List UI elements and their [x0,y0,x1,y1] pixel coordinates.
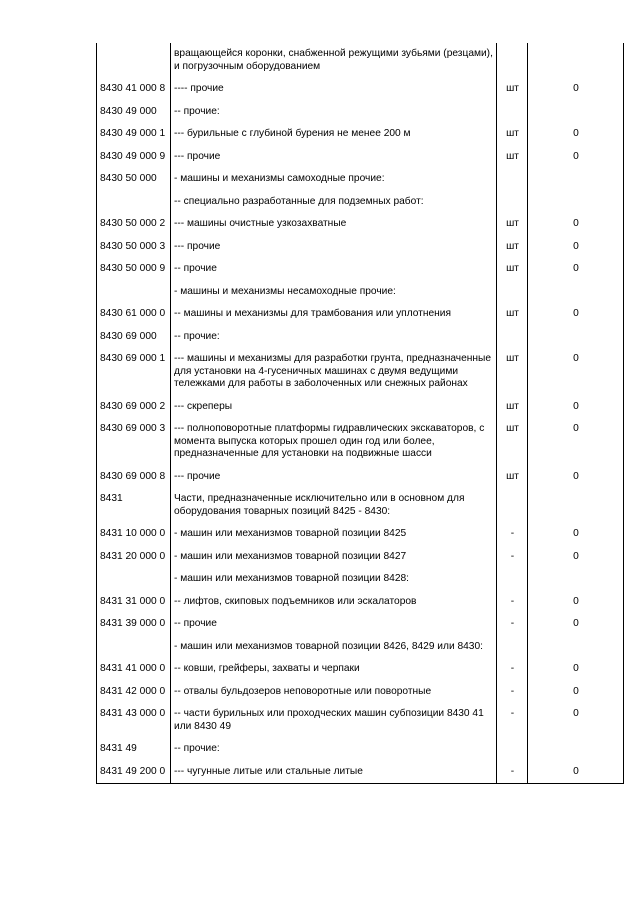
code-cell: 8430 69 000 1 [97,348,171,396]
unit-cell: шт [497,123,528,146]
description-cell: --- машины очистные узкозахватные [171,213,497,236]
unit-cell [497,101,528,124]
table-row [97,681,624,704]
unit-cell: шт [497,146,528,169]
description-cell: --- прочие [171,236,497,259]
code-cell: 8431 49 [97,738,171,761]
table-row [97,523,624,546]
code-cell: 8430 49 000 9 [97,146,171,169]
table-row [97,258,624,281]
code-cell [97,636,171,659]
duty-rate-cell [528,326,624,349]
table-row [97,191,624,214]
code-cell: 8431 10 000 0 [97,523,171,546]
unit-cell [497,326,528,349]
table-row [97,418,624,466]
table-row [97,613,624,636]
code-cell: 8430 69 000 3 [97,418,171,466]
description-cell: ---- прочие [171,78,497,101]
duty-rate-cell: 0 [528,418,624,466]
description-cell: --- скреперы [171,396,497,419]
duty-rate-cell: 0 [528,761,624,784]
duty-rate-cell: 0 [528,613,624,636]
unit-cell: - [497,523,528,546]
unit-cell: - [497,658,528,681]
unit-cell: - [497,613,528,636]
duty-rate-cell: 0 [528,303,624,326]
code-cell [97,43,171,78]
table-row [97,78,624,101]
unit-cell [497,281,528,304]
code-cell: 8431 42 000 0 [97,681,171,704]
table-row [97,658,624,681]
description-cell: - машин или механизмов товарной позиции 8426, 8429 или 8430: [171,636,497,659]
description-cell: -- части бурильных или проходческих машин субпозиции 8430 41 или 8430 49 [171,703,497,738]
description-cell: -- машины и механизмы для трамбования или уплотнения [171,303,497,326]
description-cell: вращающейся коронки, снабженной режущими зубьями (резцами), и погрузочным оборудованием [171,43,497,78]
table-row [97,101,624,124]
description-cell: -- отвалы бульдозеров неповоротные или поворотные [171,681,497,704]
unit-cell: шт [497,213,528,236]
description-cell: -- лифтов, скиповых подъемников или эскалаторов [171,591,497,614]
tariff-table-body [97,43,624,784]
description-cell: - машины и механизмы самоходные прочие: [171,168,497,191]
duty-rate-cell: 0 [528,213,624,236]
description-cell: Части, предназначенные исключительно или в основном для оборудования товарных позиций 8425 - 8430: [171,488,497,523]
duty-rate-cell [528,488,624,523]
duty-rate-cell: 0 [528,681,624,704]
code-cell: 8431 41 000 0 [97,658,171,681]
table-row [97,636,624,659]
unit-cell [497,738,528,761]
code-cell: 8431 39 000 0 [97,613,171,636]
code-cell: 8430 69 000 8 [97,466,171,489]
unit-cell: шт [497,258,528,281]
unit-cell: - [497,681,528,704]
duty-rate-cell: 0 [528,591,624,614]
duty-rate-cell [528,191,624,214]
code-cell [97,568,171,591]
unit-cell [497,168,528,191]
table-row [97,348,624,396]
unit-cell: - [497,546,528,569]
table-row [97,281,624,304]
code-cell: 8430 50 000 [97,168,171,191]
table-row [97,146,624,169]
duty-rate-cell: 0 [528,236,624,259]
unit-cell: шт [497,236,528,259]
unit-cell: шт [497,78,528,101]
table-row [97,303,624,326]
table-row [97,761,624,784]
unit-cell [497,636,528,659]
unit-cell [497,568,528,591]
unit-cell: - [497,591,528,614]
table-row [97,236,624,259]
duty-rate-cell [528,168,624,191]
duty-rate-cell [528,281,624,304]
table-row [97,326,624,349]
duty-rate-cell: 0 [528,658,624,681]
unit-cell [497,488,528,523]
code-cell: 8431 49 200 0 [97,761,171,784]
code-cell: 8430 41 000 8 [97,78,171,101]
code-cell: 8430 49 000 1 [97,123,171,146]
code-cell: 8430 50 000 9 [97,258,171,281]
duty-rate-cell: 0 [528,703,624,738]
unit-cell: шт [497,418,528,466]
table-row [97,396,624,419]
code-cell [97,281,171,304]
code-cell: 8431 [97,488,171,523]
description-cell: --- прочие [171,146,497,169]
code-cell: 8431 43 000 0 [97,703,171,738]
description-cell: -- специально разработанные для подземных работ: [171,191,497,214]
unit-cell: шт [497,396,528,419]
duty-rate-cell: 0 [528,396,624,419]
unit-cell: - [497,761,528,784]
description-cell: --- прочие [171,466,497,489]
table-row [97,488,624,523]
description-cell: --- машины и механизмы для разработки грунта, предназначенные для установки на 4-гусеничных машинах с двумя ведущими тележками для работы в заболоченных или снежных районах [171,348,497,396]
duty-rate-cell: 0 [528,78,624,101]
description-cell: -- прочие [171,258,497,281]
description-cell: - машин или механизмов товарной позиции 8425 [171,523,497,546]
description-cell: -- прочие: [171,101,497,124]
table-row [97,546,624,569]
description-cell: -- прочие: [171,738,497,761]
duty-rate-cell: 0 [528,546,624,569]
duty-rate-cell [528,568,624,591]
duty-rate-cell: 0 [528,258,624,281]
code-cell: 8431 31 000 0 [97,591,171,614]
unit-cell [497,43,528,78]
table-row [97,568,624,591]
duty-rate-cell [528,101,624,124]
tariff-table [96,43,624,784]
unit-cell: - [497,703,528,738]
table-row [97,591,624,614]
description-cell: -- прочие: [171,326,497,349]
description-cell: -- прочие [171,613,497,636]
duty-rate-cell [528,738,624,761]
duty-rate-cell [528,636,624,659]
code-cell: 8430 50 000 2 [97,213,171,236]
unit-cell: шт [497,348,528,396]
table-row [97,123,624,146]
code-cell: 8430 49 000 [97,101,171,124]
duty-rate-cell [528,43,624,78]
code-cell: 8430 69 000 [97,326,171,349]
description-cell: - машины и механизмы несамоходные прочие: [171,281,497,304]
duty-rate-cell: 0 [528,146,624,169]
description-cell: -- ковши, грейферы, захваты и черпаки [171,658,497,681]
duty-rate-cell: 0 [528,466,624,489]
unit-cell [497,191,528,214]
code-cell: 8430 69 000 2 [97,396,171,419]
description-cell: --- бурильные с глубиной бурения не менее 200 м [171,123,497,146]
table-row [97,43,624,78]
table-row [97,213,624,236]
duty-rate-cell: 0 [528,123,624,146]
code-cell [97,191,171,214]
code-cell: 8430 61 000 0 [97,303,171,326]
code-cell: 8430 50 000 3 [97,236,171,259]
table-row [97,738,624,761]
duty-rate-cell: 0 [528,348,624,396]
description-cell: --- чугунные литые или стальные литые [171,761,497,784]
table-row [97,168,624,191]
description-cell: - машин или механизмов товарной позиции 8427 [171,546,497,569]
table-row [97,466,624,489]
code-cell: 8431 20 000 0 [97,546,171,569]
description-cell: --- полноповоротные платформы гидравлических экскаваторов, с момента выпуска которых прошел один год или более, предназначенные для установки на подвижные шасси [171,418,497,466]
unit-cell: шт [497,466,528,489]
table-row [97,703,624,738]
unit-cell: шт [497,303,528,326]
description-cell: - машин или механизмов товарной позиции 8428: [171,568,497,591]
duty-rate-cell: 0 [528,523,624,546]
